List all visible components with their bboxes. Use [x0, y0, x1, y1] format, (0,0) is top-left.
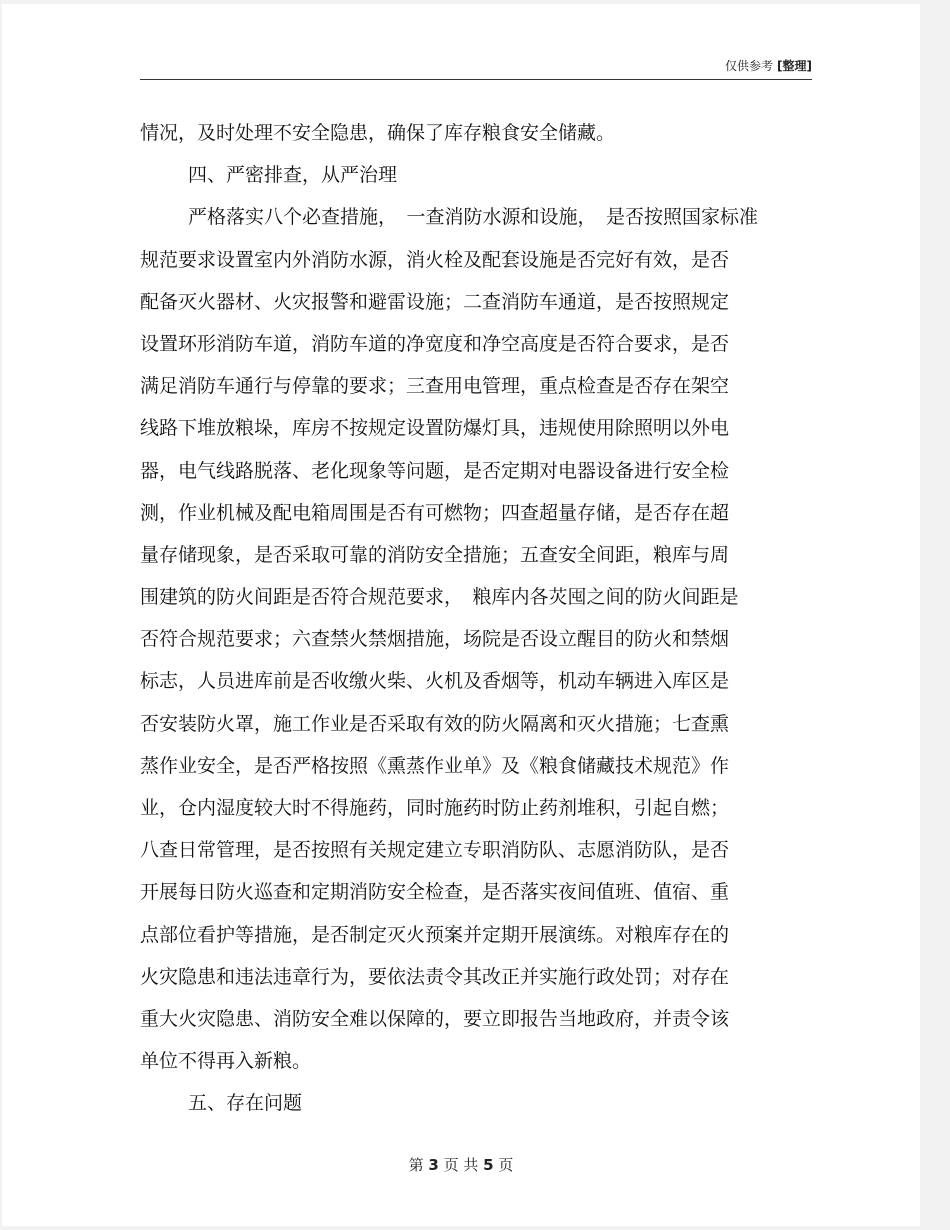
text-line: 八查日常管理，是否按照有关规定建立专职消防队、志愿消防队，是否 — [140, 839, 730, 862]
text-line: 开展每日防火巡查和定期消防安全检查，是否落实夜间值班、值宿、重 — [140, 881, 730, 904]
body-text — [140, 112, 812, 1125]
text-line: 满足消防车通行与停靠的要求；三查用电管理，重点检查是否存在架空 — [140, 375, 730, 398]
text-line: 量存储现象，是否采取可靠的消防安全措施；五查安全间距，粮库与周 — [140, 543, 730, 566]
text-line: 测，作业机械及配电箱周围是否有可燃物；四查超量存储，是否存在超 — [140, 501, 730, 524]
header-note: 仅供参考 — [725, 59, 774, 73]
text-line: 规范要求设置室内外消防水源，消火栓及配套设施是否完好有效，是否 — [140, 248, 730, 271]
text-line: 蒸作业安全，是否严格按照《熏蒸作业单》及《粮食储藏技术规范》作 — [140, 754, 730, 777]
text-line: 标志，人员进库前是否收缴火柴、火机及香烟等，机动车辆进入库区是 — [140, 670, 730, 693]
text-line: 重大火灾隐患、消防安全难以保障的，要立即报告当地政府，并责令该 — [140, 1007, 730, 1030]
text-line: 器，电气线路脱落、老化现象等问题，是否定期对电器设备进行安全检 — [140, 459, 730, 482]
text-line: 线路下堆放粮垛，库房不按规定设置防爆灯具，违规使用除照明以外电 — [140, 417, 730, 440]
page-header — [140, 58, 812, 74]
text-line: 火灾隐患和违法违章行为，要依法责令其改正并实施行政处罚；对存在 — [140, 965, 730, 988]
text-line: 否安装防火罩，施工作业是否采取有效的防火隔离和灭火措施；七查熏 — [140, 712, 730, 735]
section-heading: 四、严密排查，从严治理 — [188, 164, 398, 187]
text-line: 配备灭火器材、火灾报警和避雷设施；二查消防车通道，是否按照规定 — [140, 290, 730, 313]
header-rule — [140, 79, 812, 80]
footer-middle: 页 共 — [443, 1156, 479, 1174]
page-footer — [2, 1154, 920, 1175]
document-page — [2, 4, 920, 1226]
text-line: 情况，及时处理不安全隐患，确保了库存粮食安全储藏。 — [140, 122, 616, 144]
total-page-count: 5 — [483, 1156, 494, 1174]
text-line: 点部位看护等措施，是否制定灭火预案并定期开展演练。对粮库存在的 — [140, 923, 730, 946]
header-tag: [整理] — [777, 59, 812, 73]
section-heading: 五、存在问题 — [188, 1092, 303, 1115]
text-line: 否符合规范要求；六查禁火禁烟措施，场院是否设立醒目的防火和禁烟 — [140, 628, 730, 651]
text-line: 单位不得再入新粮。 — [140, 1050, 312, 1073]
text-line: 严格落实八个必查措施， 一查消防水源和设施， 是否按照国家标准 — [188, 206, 759, 229]
text-line: 设置环形消防车道，消防车道的净宽度和净空高度是否符合要求，是否 — [140, 332, 730, 355]
footer-prefix: 第 — [408, 1156, 424, 1174]
footer-suffix: 页 — [498, 1156, 514, 1174]
current-page-number: 3 — [428, 1156, 439, 1174]
text-line: 围建筑的防火间距是否符合规范要求， 粮库内各苂囤之间的防火间距是 — [140, 586, 739, 609]
text-line: 业，仓内湿度较大时不得施药，同时施药时防止药剂堆积，引起自燃； — [140, 797, 730, 819]
